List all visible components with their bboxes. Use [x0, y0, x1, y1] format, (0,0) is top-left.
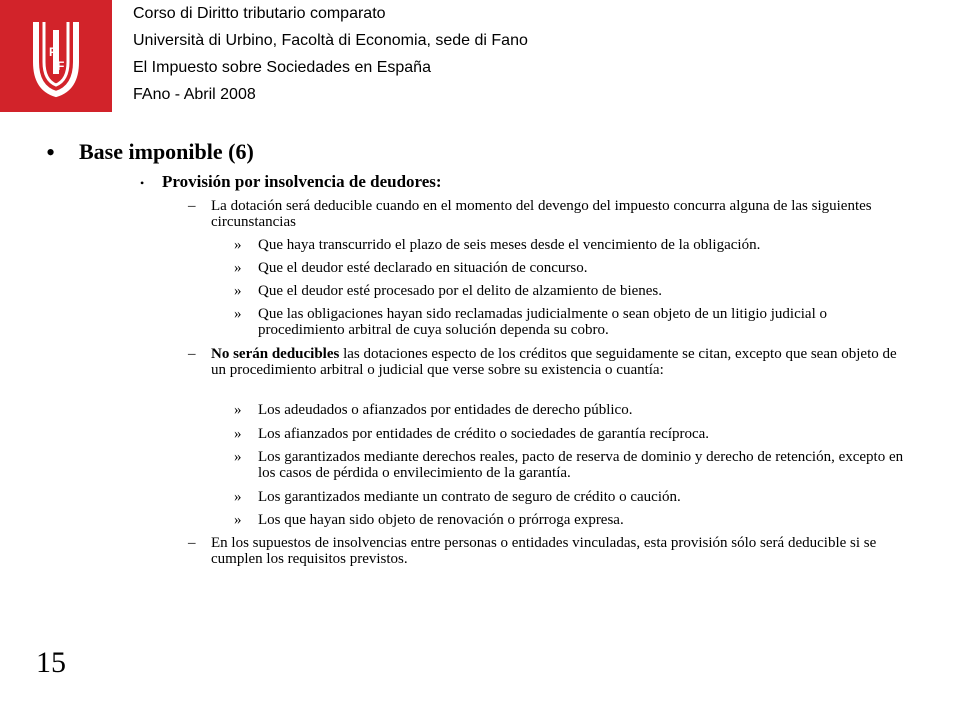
list-item: » Que las obligaciones hayan sido reclamadas judicialmente o sean objeto de un litigio judicial o procedimiento arbitral de cuya solución dependa su cobro. [234, 306, 828, 338]
university-name: Università di Urbino, Facoltà di Economia, sede di Fano [133, 32, 528, 49]
bullet: – [188, 346, 196, 362]
bullet: • [140, 176, 145, 190]
list-item: » Los garantizados mediante derechos reales, pacto de reserva de dominio y derecho de retención, excepto en los casos de pérdida o envilecimiento de la garantía. [234, 449, 904, 481]
point-3-text: En los supuestos de insolvencias entre personas o entidades vinculadas, esta provisión sólo será deducible si se cumplen los requisitos previstos. [211, 535, 877, 567]
point-3 [188, 535, 908, 567]
bullet: – [188, 198, 196, 214]
list-item: » Que el deudor esté declarado en situación de concurso. [234, 260, 588, 276]
place-date: FAno - Abril 2008 [133, 86, 256, 103]
list-item: » Los garantizados mediante un contrato de seguro de crédito o caución. [234, 489, 681, 505]
list-item: » Los afianzados por entidades de crédito o sociedades de garantía recíproca. [234, 426, 710, 442]
point-1 [188, 198, 878, 230]
topic-title: El Impuesto sobre Sociedades en España [133, 59, 431, 76]
list-item: » Los que hayan sido objeto de renovación o prórroga expresa. [234, 512, 624, 528]
logo-letter-p: P [49, 45, 58, 59]
subtitle-item [140, 172, 900, 192]
bullet: • [46, 138, 56, 167]
slide-title: Base imponible (6) [79, 139, 254, 164]
point-2 [188, 346, 914, 378]
title-item [46, 139, 906, 165]
bullet: – [188, 535, 196, 551]
point-2-bold: No serán deducibles [211, 346, 340, 362]
course-name: Corso di Diritto tributario comparato [133, 5, 386, 22]
slide-subtitle: Provisión por insolvencia de deudores: [162, 172, 442, 191]
list-item: » Que haya transcurrido el plazo de seis meses desde el vencimiento de la obligación. [234, 237, 761, 253]
logo-letter-f: F [57, 59, 65, 73]
list-item: » Que el deudor esté procesado por el delito de alzamiento de bienes. [234, 283, 663, 299]
point-2-text: las dotaciones especto de los créditos que seguidamente se citan, excepto que sean objeto de un procedimiento arbitral o judicial que verse sobre su existencia o cuantía: [211, 346, 897, 378]
point-1-text: La dotación será deducible cuando en el momento del devengo del impuesto concurra alguna de las siguientes circunstancias [211, 198, 872, 230]
slide-number: 15 [36, 646, 66, 679]
list-item: » Los adeudados o afianzados por entidades de derecho público. [234, 402, 633, 418]
